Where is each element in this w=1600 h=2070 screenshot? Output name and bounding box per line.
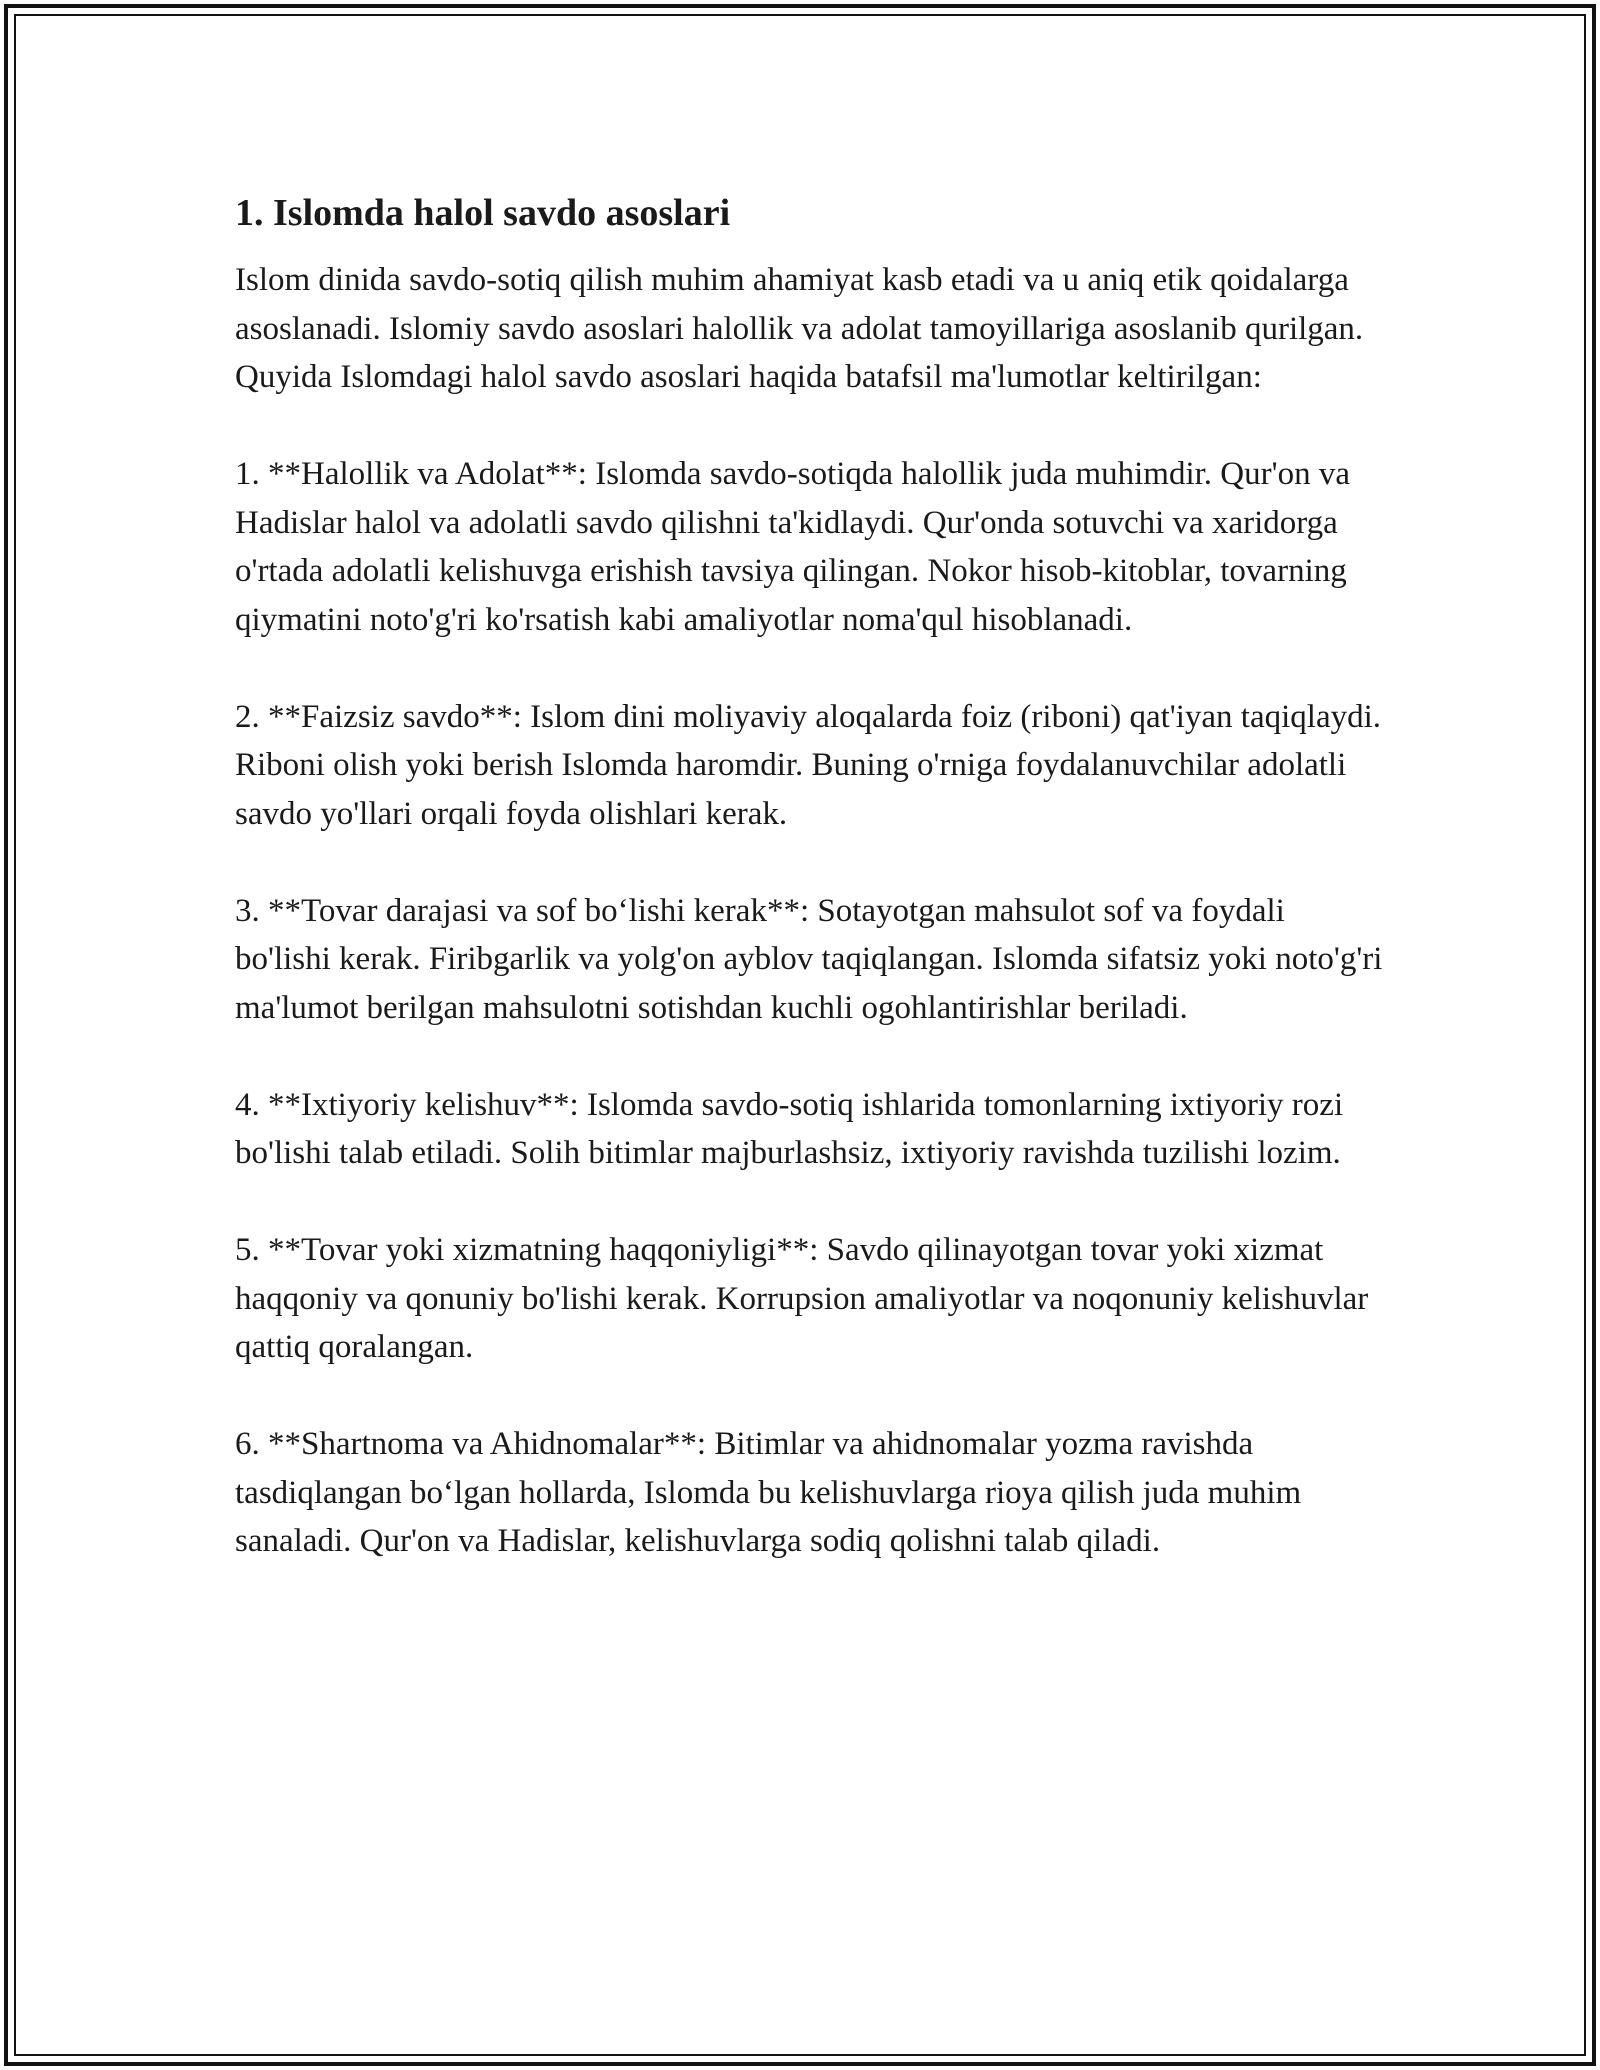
document-title: 1. Islomda halol savdo asoslari	[235, 192, 731, 234]
list-item: 1. **Halollik va Adolat**: Islomda savdo-sotiqda halollik juda muhimdir. Qur'on va Hadislar halol va adolatli savdo qilishni ta'kidlaydi. Qur'onda sotuvchi va xaridorga o'rtada adolatli kelishuvga erishish tavsiya qilingan. Nokor hisob-kitoblar, tovarning qiymatini noto'g'ri ko'rsatish kabi amaliyotlar noma'qul hisoblanadi.	[235, 456, 1350, 638]
list-item: 4. **Ixtiyoriy kelishuv**: Islomda savdo-sotiq ishlarida tomonlarning ixtiyoriy rozi bo'lishi talab etiladi. Solih bitimlar majburlashsiz, ixtiyoriy ravishda tuzilishi lozim.	[235, 1086, 1344, 1171]
list-item: 5. **Tovar yoki xizmatning haqqoniyligi**: Savdo qilinayotgan tovar yoki xizmat haqqoniy va qonuniy bo'lishi kerak. Korrupsion amaliyotlar va noqonuniy kelishuvlar qattiq qoralangan.	[235, 1232, 1369, 1365]
intro-paragraph: Islom dinida savdo-sotiq qilish muhim ahamiyat kasb etadi va u aniq etik qoidalarga asoslanadi. Islomiy savdo asoslari halollik va adolat tamoyillariga asoslanib qurilgan. Quyida Islomdagi halol savdo asoslari haqida batafsil ma'lumotlar keltirilgan:	[235, 262, 1364, 395]
list-item: 2. **Faizsiz savdo**: Islom dini moliyaviy aloqalarda foiz (riboni) qat'iyan taqiqlaydi. Riboni olish yoki berish Islomda haromdir. Buning o'rniga foydalanuvchilar adolatli savdo yo'llari orqali foyda olishlari kerak.	[235, 698, 1382, 832]
list-item: 6. **Shartnoma va Ahidnomalar**: Bitimlar va ahidnomalar yozma ravishda tasdiqlangan bo‘lgan hollarda, Islomda bu kelishuvlarga rioya qilish juda muhim sanaladi. Qur'on va Hadislar, kelishuvlarga sodiq qolishni talab qiladi.	[235, 1426, 1302, 1559]
list-item: 3. **Tovar darajasi va sof bo‘lishi kerak**: Sotayotgan mahsulot sof va foydali bo'lishi kerak. Firibgarlik va yolg'on ayblov taqiqlangan. Islomda sifatsiz yoki noto'g'ri ma'lumot berilgan mahsulotni sotishdan kuchli ogohlantirishlar beriladi.	[235, 892, 1383, 1026]
document-body	[235, 186, 1385, 1614]
